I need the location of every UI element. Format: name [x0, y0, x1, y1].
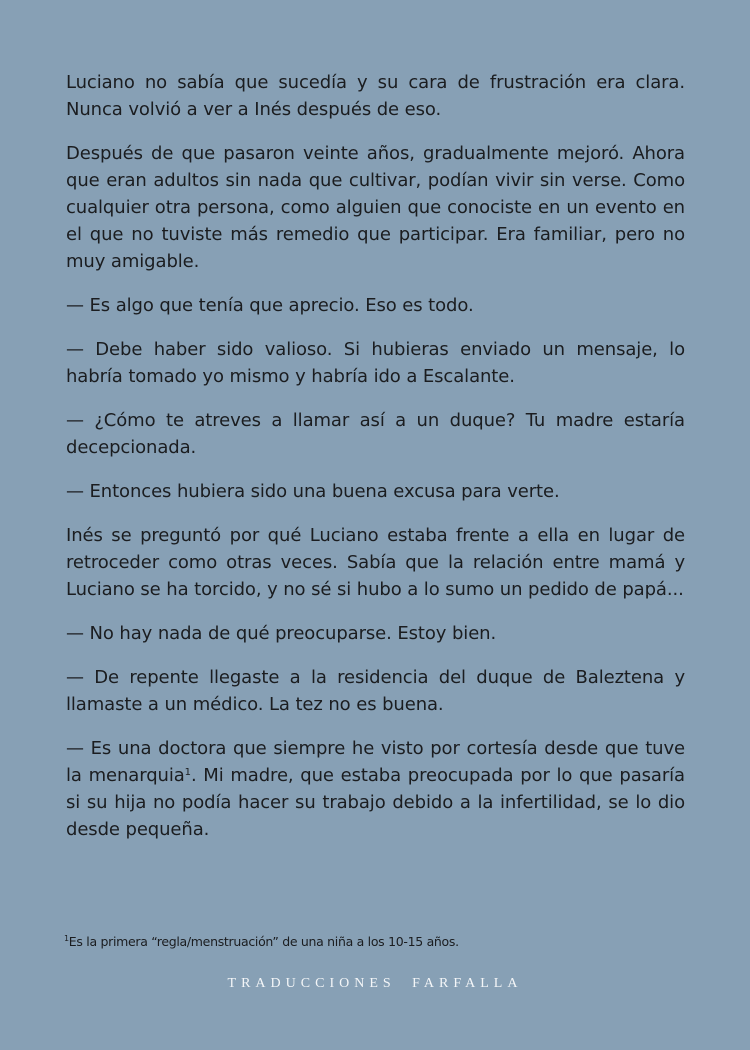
text: — Es una doctora que siempre he visto por cortesía desde que tuve la menarquia [66, 738, 685, 786]
page-body [66, 69, 685, 860]
dialogue-line: — Debe haber sido valioso. Si hubieras enviado un mensaje, lo habría tomado yo mismo y habría ido a Escalante. [66, 339, 685, 387]
footer-credit: TRADUCCIONES FARFALLA [227, 976, 523, 991]
footnote-text: Es la primera “regla/menstruación” de una niña a los 10-15 años. [68, 934, 459, 949]
dialogue-line: — De repente llegaste a la residencia del duque de Baleztena y llamaste a un médico. La tez no es buena. [66, 667, 685, 715]
dialogue-line: — Entonces hubiera sido una buena excusa para verte. [66, 481, 560, 502]
dialogue-line: — ¿Cómo te atreves a llamar así a un duque? Tu madre estaría decepcionada. [66, 410, 685, 458]
dialogue-line: — Es algo que tenía que aprecio. Eso es todo. [66, 295, 474, 316]
paragraph: Luciano no sabía que sucedía y su cara de frustración era clara. Nunca volvió a ver a Inés después de eso. [66, 72, 685, 120]
dialogue-line [66, 735, 685, 843]
paragraph: Inés se preguntó por qué Luciano estaba frente a ella en lugar de retroceder como otras veces. Sabía que la relación entre mamá y Luciano se ha torcido, y no sé si hubo a lo sumo un pedido de papá... [66, 525, 685, 600]
footnote [64, 934, 459, 949]
footnote-mark: 1 [64, 934, 69, 943]
footnote-reference[interactable]: 1 [184, 767, 191, 778]
dialogue-line: — No hay nada de qué preocuparse. Estoy bien. [66, 623, 497, 644]
text: . Mi madre, que estaba preocupada por lo que pasaría si su hija no podía hacer su trabajo debido a la infertilidad, se lo dio desde pequeña. [66, 765, 685, 840]
paragraph: Después de que pasaron veinte años, gradualmente mejoró. Ahora que eran adultos sin nada que cultivar, podían vivir sin verse. Como cualquier otra persona, como alguien que conociste en un evento en el que no tuviste más remedio que participar. Era familiar, pero no muy amigable. [66, 143, 685, 272]
